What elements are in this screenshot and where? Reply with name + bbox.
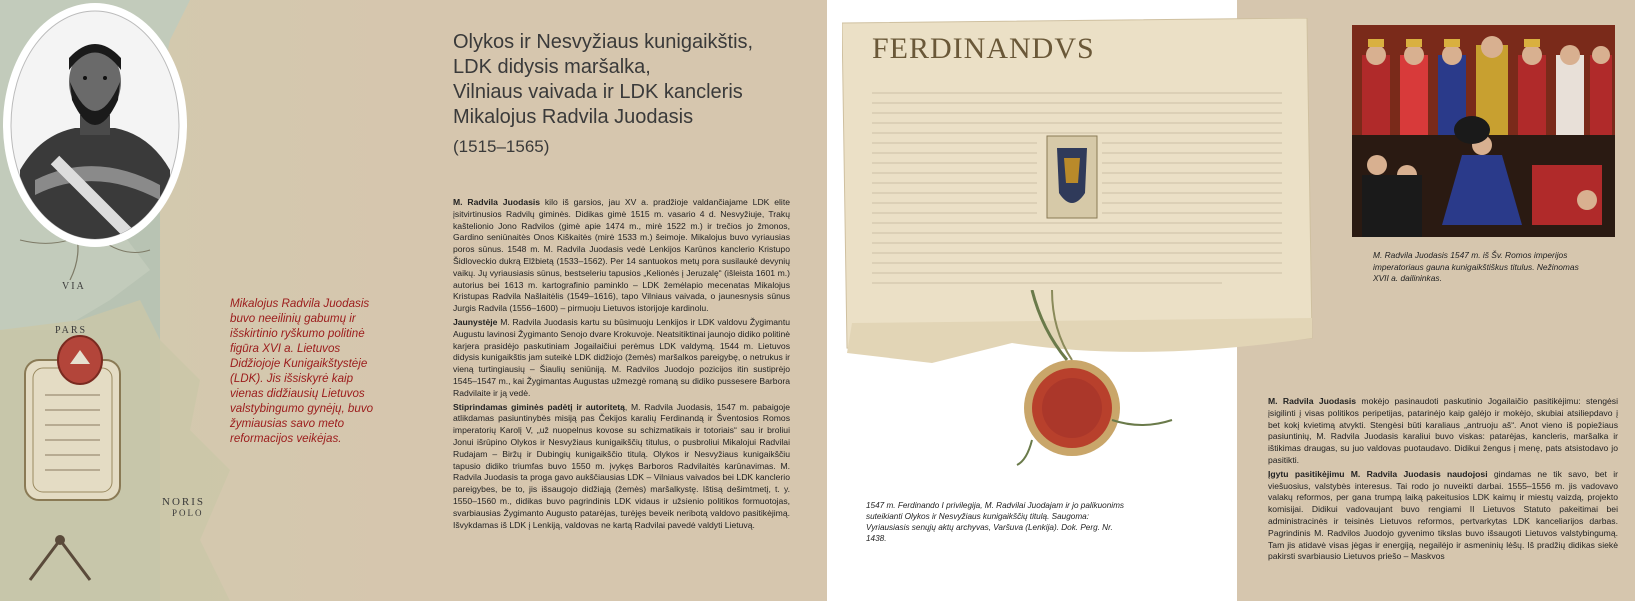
title-line: LDK didysis maršalka, [453,56,651,78]
paragraph-lead: Stiprindamas giminės padėtį ir autoritetą [453,401,625,412]
paragraph-lead: Įgytu pasitikėjimu M. Radvila Juodasis naudojosi [1268,468,1488,479]
page-title [453,30,793,159]
paragraph-lead: M. Radvila Juodasis [453,197,541,207]
paragraph [453,197,790,315]
map-label-pars: PARS [55,325,88,336]
paragraph [453,402,790,532]
document-caption: 1547 m. Ferdinando I privilegija, M. Radvilai Juodajam ir jo palikuonims suteikianti Olykos ir Nesvyžiaus kunigaikščių titulą. Saugoma: Vyriausiasis senųjų aktų archyvas, Varšuva (Lenkija). Dok. Perg. Nr. 1438. [866,501,1125,543]
paragraph-text: M. Radvila Juodasis kartu su būsimuoju Lenkijos ir LDK valdovu Žygimantu Augustu lavinosi Žygimanto Senojo dvare Krokuvoje. Neatsitiktinai jaunojo didiko politinė karjera prasidėjo paskutiniam Jogailaičiui perėmus LDK valdymą. 1544 m. Lietuvos didysis kunigaikštis jam suteikė LDK didžiojo (žemės) maršalkos pareigybę, o netrukus ir vieną turtingiausių – Šiaulių seniūniją. M. Radvilos Juodojo pozicijos itin sustiprėjo 1545–1547 m., kai Žygimantas Augustas užmezgė romaną su didiko pussesere Barbora Radvilaite ir ją vedė. [453,316,790,398]
investiture-painting-image [1352,25,1615,237]
portrait-caption: Mikalojus Radvila Juodasis buvo neeilinių gabumų ir išskirtinio ryškumo politinė figūra XVI a. Lietuvos Didžiojoje Kunigaikštystėje (LDK). Jis išsiskyrė kaip vienas didžiausių Lietuvos valstybingumo gynėjų, buvo žymiausias savo meto reformacijos veikėjas. [230,297,374,445]
map-label-noris: NORIS [162,496,206,508]
title-line: Mikalojus Radvila Juodasis [453,106,694,128]
paragraph-text: , M. Radvila Juodasis, 1547 m. pabaigoje atlikdamas pasiuntinybės misiją pas Čekijos karalių Ferdinandą ir Šventosios Romos imperatorių Karolį V, „už nuopelnus kovose su schizmatikais ir totoriais“ sau ir broliui Jonui išrūpino Olykos ir Nesvyžiaus kunigaikščių titulus, o pusbroliui Mikalojui Radvilai Rudajam – Biržų ir Dubingių kunigaikščio titulą. Olykos ir Nesvyžiaus kunigaikščiu tapusio didiko triumfas buvo 1550 m. įvykęs Barboros Radvilaitės karūnavimas. M. Radvila Juodasis ta proga gavo aukščiausias LDK – Vilniaus vaivados bei LDK kanclerio pareigybes, be to, jis išsaugojo didžiąją (žemės) maršalkystę. Ištisą dešimtmetį, t. y. 1550–1560 m., didikas buvo pagrindinis LDK vidaus ir užsienio politikos formuotojas, svarbiausias Žygimanto Augusto patarėjas, turėjęs beveik neribotą valdovo pasitikėjimą. Išvykdamas iš LDK į Lenkiją, valdovas ne kartą Radvilai pavedė valdyti Lietuvą. [453,401,790,530]
paragraph-lead: Jaunystėje [453,316,498,327]
map-label-polo: POLO [172,508,204,518]
painting-caption: M. Radvila Juodasis 1547 m. iš Šv. Romos imperijos imperatoriaus gauna kunigaikštiškus titulus. Nežinomas XVII a. dailininkas. [1373,250,1579,283]
paragraph-lead: M. Radvila Juodasis [1268,396,1357,406]
map-panel [0,0,410,601]
paragraph [1268,396,1618,467]
portrait-engraving [0,0,190,250]
right-text-column [1268,396,1618,565]
title-line: Olykos ir Nesvyžiaus kunigaikštis, [453,31,754,53]
title-line: Vilniaus vaivada ir LDK kancleris [453,81,743,103]
title-years: (1515–1565) [453,137,550,156]
map-label-via: VIA [62,281,86,292]
body-text-column [453,197,790,533]
wax-seal-image [972,290,1192,470]
paragraph-text: gindamas ne tik savo, bet ir viešuosius, valstybės interesus. Tai rodo jo nuveikti darbai. 1555–1556 m. jis vadovavo valakų reformos, per gana trumpą laiką pakeitusios LDK kaimų ir miestų vaizdą, projekto komisijai. Didikui vadovaujant buvo rengiami II Lietuvos Statuto pakeitimai bei administracinės ir teisinės Lietuvos reformos, pertvarkytas LDK kanceliarijos darbas. Pagrindinis M. Radvilos Juodojo gyvenimo tikslas buvo išsaugoti Lietuvos valstybingumą. Tam jis atidavė visas jėgas ir energiją, negailėjo ir asmeninių lėšų. Iš pradžių didikas siekė pakirsti svarbiausio Lietuvos priešo – Maskvos [1268,468,1618,562]
paragraph [1268,469,1618,563]
document-heading: FERDINANDVS [872,32,1095,65]
paragraph-text: mokėjo pasinaudoti paskutinio Jogailaičio pasitikėjimu: stengėsi įsigilinti į visas politikos peripetijas, patarinėjo kaip galėjo ir mokėjo, skubiai atsiliepdavo į bet kokį kvietimą atvykti. Stengėsi būti karaliaus „antruoju aš“. Anot vieno iš popiežiaus pasiuntinių, M. Radvila Juodasis karaliui buvo viskas: patarėjas, kancleris, maršalka ir ištikimas draugas, su juo valdovas puotaudavo. Didikui žengus į menę, pats atsistodavo jo pasitikti. [1268,396,1618,465]
paragraph [453,317,790,400]
paragraph-text: kilo iš garsios, jau XV a. pradžioje valdančiajame LDK elite įsitvirtinusios Radvilų giminės. Didikas gimė 1515 m. vasario 4 d. Nesvyžiuje, Trakų kaštelionio Jono Radvilos (gimė apie 1474 m., mirė 1522 m.) ir trečios jo žmonos, Gardino seniūnaitės Onos Kiškaitės (mirė 1533 m.) šeimoje. Mikalojus buvo vyriausias poros sūnus. 1548 m. M. Radvila Juodasis vedė Lenkijos Karūnos kanclerio Kristupo Šidloveckio dukrą Elžbietą (1533–1562). Per 14 santuokos metų pora susilaukė devynių vaikų. Jų vyriausiasis sūnus, bestseleriu tapusios „Kelionės į Jeruzalę“ (išleista 1601 m.) autorius bei 1613 m. kartografinio paminklo – LDK žemėlapio mecenatas Mikalojus Kristupas Radvila Našlaitėlis (1549–1616), tapo Vilniaus vaivada, o jaunesnysis sūnus Jurgis Radvila (1556–1600) – pirmuoju Lietuvos istorijoje kardinolu. [453,197,790,314]
